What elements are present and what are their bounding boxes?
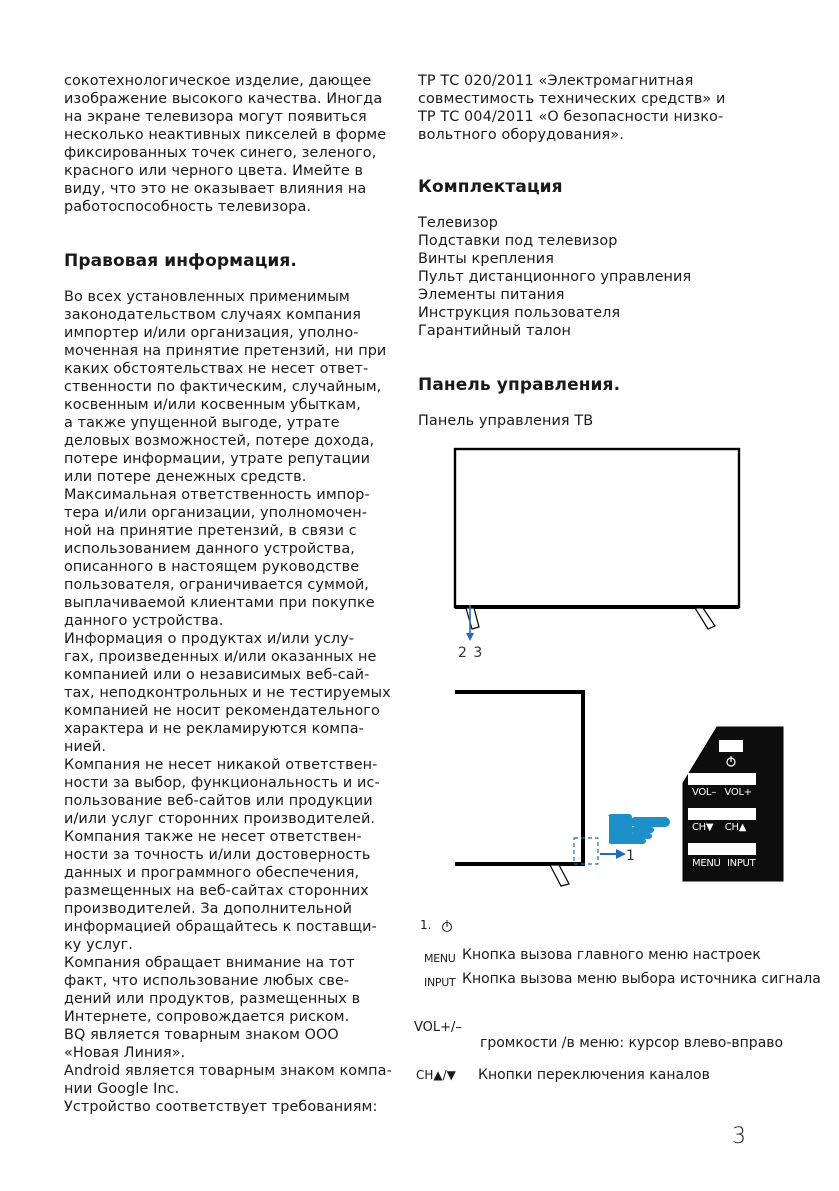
text-line: описанного в настоящем руководстве [64,559,360,575]
vol-description: громкости /в меню: курсор влево-вправо [480,1035,784,1051]
panel-heading: Панель управления. [418,375,621,395]
right-column [418,72,818,430]
vol-button [688,773,756,785]
text-line: данных и программного обеспечения, [64,865,360,881]
text-line: ности за точность и/или достоверность [64,847,371,863]
text-line: вольтного оборудования». [418,127,624,143]
list-item: Подставки под телевизор [418,233,618,249]
callout-2-3: 2 3 [458,645,484,661]
ch-description: Кнопки переключения каналов [478,1067,710,1083]
tv-front-illustration [440,445,750,660]
text-line: Компания обращает внимание на тот [64,955,355,971]
list-item: Телевизор [418,215,499,231]
text-line: Устройство соответствует требованиям: [64,1099,378,1115]
pointer-arrow-icon [466,633,474,641]
text-line: красного или черного цвета. Имейте в [64,163,364,179]
text-line: дений или продуктов, размещенных в [64,991,361,1007]
tv-screen [455,449,739,607]
kit-list [418,214,818,340]
text-line: ку услуг. [64,937,133,953]
text-line: тах, неподконтрольных и не тестируемых [64,685,391,701]
callout-1-arrow-icon [598,846,628,862]
text-line: факт, что использование любых све- [64,973,350,989]
text-line: деловых возможностей, потере дохода, [64,433,375,449]
text-line: Интернете, сопровождается риском. [64,1009,350,1025]
text-line: законодательством случаях компания [64,307,361,323]
text-line: Android является товарным знаком компа- [64,1063,392,1079]
text-line: нией. [64,739,107,755]
panel-caption: Панель управления ТВ [418,413,594,429]
list-item: Пульт дистанционного управления [418,269,692,285]
text-line: фиксированных точек синего, зеленого, [64,145,377,161]
text-line: потере информации, утрате репутации [64,451,371,467]
tv-stand-left [466,608,479,629]
text-line: ТР ТС 020/2011 «Электромагнитная [418,73,694,89]
text-line: косвенным и/или косвенным убыткам, [64,397,361,413]
ch-key: CH▲/▼ [416,1068,456,1082]
text-line: производителей. За дополнительной [64,901,353,917]
tv-frame [455,692,583,864]
text-line: ности за выбор, функциональность и ис- [64,775,380,791]
list-item: Инструкция пользователя [418,305,621,321]
input-key: INPUT [424,976,456,989]
text-line: нии Google Inc. [64,1081,180,1097]
text-line: размещенных на веб-сайтах сторонних [64,883,369,899]
text-line: каких обстоятельствах не несет ответ- [64,361,369,377]
text-line: «Новая Линия». [64,1045,186,1061]
list-item: Элементы питания [418,287,565,303]
text-line: или потере денежных средств. [64,469,307,485]
legal-paragraph [64,288,404,1116]
text-line: импортер и/или организация, уполно- [64,325,359,341]
tv-stand [550,865,569,886]
text-line: ной на принятие претензий, в связи с [64,523,357,539]
power-icon [440,919,454,933]
menu-description: Кнопка вызова главного меню настроек [462,947,761,963]
text-line: гах, произведенных и/или оказанных не [64,649,377,665]
list-item: Винты крепления [418,251,555,267]
text-line: BQ является товарным знаком ООО [64,1027,339,1043]
text-line: ственности по фактическим, случайным, [64,379,382,395]
vol-label: VOL– VOL+ [692,787,752,798]
menu-label: MENU [692,858,721,869]
text-line: компанией или о независимых веб-сай- [64,667,370,683]
left-column [64,72,404,1116]
pointing-hand-icon [604,808,674,848]
text-line: моченная на принятие претензий, ни при [64,343,387,359]
text-line: пользование веб-сайтов или продукции [64,793,373,809]
text-line: сокотехнологическое изделие, дающее [64,73,372,89]
text-line: выплачиваемой клиентами при покупке [64,595,375,611]
tv-side-illustration [455,688,605,898]
tr-paragraph [418,72,818,144]
text-line: Информация о продуктах и/или услу- [64,631,355,647]
text-line: данного устройства. [64,613,224,629]
text-line: ТР ТС 004/2011 «О безопасности низко- [418,109,724,125]
input-label: INPUT [727,858,756,869]
input-description: Кнопка вызова меню выбора источника сигнала [462,971,821,987]
kit-heading: Комплектация [418,177,563,197]
text-line: виду, что это не оказывает влияния на [64,181,367,197]
vol-key: VOL+/– [414,1020,462,1035]
text-line: на экране телевизора могут появиться [64,109,367,125]
text-line: использованием данного устройства, [64,541,355,557]
callout-1: 1 [626,848,635,864]
text-line: и/или услуг сторонних производителей. [64,811,376,827]
tv-stand-right [695,608,715,629]
text-line: характера и не рекламируются компа- [64,721,364,737]
text-line: Максимальная ответственность импор- [64,487,370,503]
text-line: работоспособность телевизора. [64,199,312,215]
text-line: изображение высокого качества. Иногда [64,91,383,107]
power-button [719,740,743,752]
legal-heading: Правовая информация. [64,251,297,271]
text-line: а также упущенной выгоде, утрате [64,415,340,431]
text-line: тера и/или организации, уполномочен- [64,505,367,521]
text-line: компанией не носит рекомендательного [64,703,380,719]
menu-input-button [688,843,756,855]
buttons-location-box [574,838,598,864]
ch-button [688,808,756,820]
text-line: Компания не несет никакой ответствен- [64,757,378,773]
text-line: Во всех установленных применимым [64,289,350,305]
menu-key: MENU [424,952,456,965]
ch-label: CH▼ CH▲ [692,822,747,833]
text-line: совместимость технических средств» и [418,91,726,107]
text-line: Компания также не несет ответствен- [64,829,362,845]
text-line: информацией обращайтесь к поставщи- [64,919,377,935]
item-1-number: 1. [420,918,432,932]
text-line: пользователя, ограничивается суммой, [64,577,369,593]
page-number: 3 [732,1124,746,1149]
text-line: несколько неактивных пикселей в форме [64,127,387,143]
list-item: Гарантийный талон [418,323,572,339]
intro-paragraph [64,72,404,216]
